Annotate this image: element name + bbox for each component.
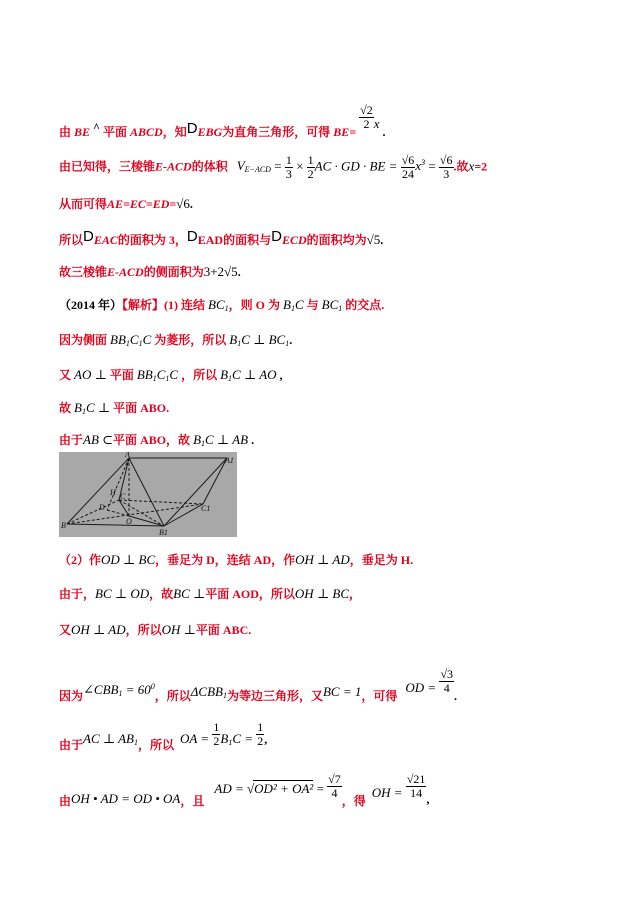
- math: $BC_1$: [321, 297, 343, 313]
- text: ，垂足为 D，连结 AD，作: [155, 553, 296, 567]
- fraction: $\frac{1}{2}$: [257, 720, 264, 748]
- math: OH • AD = OD • OA: [71, 791, 181, 806]
- fraction: $\frac{√2}{2}$: [360, 103, 373, 131]
- fraction: $\frac{√6}{24}$: [401, 153, 415, 181]
- math: OH ⊥ AD: [295, 552, 350, 567]
- line-9: [59, 399, 169, 416]
- text: ，所以: [154, 689, 191, 703]
- fig-label: C1: [201, 504, 211, 513]
- text: .: [237, 265, 241, 279]
- triangle-symbol: D: [186, 120, 198, 137]
- fig-label: O: [126, 517, 132, 526]
- prism-diagram: [59, 452, 237, 537]
- fig-label: B: [61, 521, 66, 530]
- fig-label: D: [99, 503, 105, 512]
- text: .: [251, 433, 255, 447]
- line-13: [59, 621, 251, 638]
- text: .: [380, 233, 384, 247]
- math: OH ⊥ BC: [294, 586, 350, 601]
- fraction: $\frac{1}{3}$: [285, 153, 292, 181]
- fraction: $\frac{√21}{14}$: [406, 772, 426, 800]
- fraction: $\frac{1}{2}$: [213, 720, 220, 748]
- text: 平面 AOD，所以: [205, 587, 295, 601]
- math: OH =: [371, 785, 406, 800]
- text: BE: [74, 125, 91, 139]
- fraction: $\frac{√3}{4}$: [440, 667, 454, 695]
- line-3: [59, 195, 193, 212]
- math: $BB_1C_1C$: [110, 332, 152, 348]
- text: 平面 ABO.: [113, 401, 170, 415]
- text: EBG: [197, 125, 223, 139]
- perp-symbol: ^: [93, 120, 101, 134]
- line-5: [59, 263, 241, 280]
- text: AE=EC=ED=: [107, 197, 177, 211]
- math: OA =: [180, 731, 213, 746]
- line-7: [59, 331, 292, 348]
- text: ，: [349, 587, 362, 601]
- math: BC = 1: [322, 684, 362, 699]
- fig-label: A1: [225, 456, 234, 465]
- math: ×: [292, 158, 307, 174]
- math: √5: [366, 232, 381, 247]
- fig-label: B1: [159, 528, 168, 537]
- text: （2）作: [59, 553, 102, 567]
- fraction: $\frac{√7}{4}$: [328, 772, 341, 800]
- line-16: [59, 773, 429, 809]
- math-volume: $V_{E-ACD}$: [236, 158, 271, 175]
- text: 由于: [59, 738, 84, 752]
- triangle-symbol: D: [83, 228, 94, 245]
- math: $B_1C$ ⊥: [74, 400, 111, 416]
- math: =: [425, 158, 439, 174]
- text: E-ACD: [107, 265, 144, 279]
- text: =2: [474, 159, 488, 174]
- fraction: $\frac{√6}{3}$: [439, 153, 453, 181]
- text: 由: [59, 125, 72, 139]
- text: ，可得: [361, 689, 398, 703]
- text: ，知: [162, 125, 187, 139]
- text: .故: [453, 159, 469, 174]
- line-4: [59, 228, 383, 248]
- line-10: [59, 431, 254, 448]
- text: 由已知得，三棱锥: [59, 159, 156, 174]
- section-tag: 【解析】: [122, 298, 165, 312]
- fig-label: A: [125, 452, 130, 459]
- text: 为直角三角形，可得: [222, 125, 331, 139]
- text: (1) 连结: [164, 298, 206, 312]
- math: OH ⊥ AD: [71, 622, 126, 637]
- text: EAC: [93, 233, 118, 247]
- text: 所以: [59, 233, 84, 247]
- line-14: [59, 668, 457, 704]
- math-sqrt: √OD² + OA²: [247, 781, 314, 796]
- year-label: （2014 年）: [59, 298, 123, 312]
- text: ECD: [281, 233, 307, 247]
- text: 的面积与: [223, 233, 272, 247]
- line-11: [59, 551, 413, 568]
- fig-label: C: [120, 492, 126, 501]
- math: $BB_1C_1C$: [136, 367, 179, 383]
- text: .: [289, 333, 293, 347]
- text: 的体积: [191, 159, 228, 174]
- text: ,: [264, 732, 268, 746]
- math: =: [313, 781, 328, 796]
- text: .: [189, 197, 193, 211]
- text: E-ACD: [155, 159, 192, 174]
- math: AB ⊂: [83, 432, 114, 447]
- text: .: [454, 689, 458, 703]
- math: BC ⊥ OD: [95, 586, 150, 601]
- text: 故: [59, 401, 72, 415]
- text: ，所以: [181, 368, 218, 382]
- text: 因为侧面: [59, 333, 108, 347]
- math: $\angle CBB_1 = 60^0$: [83, 682, 155, 698]
- text: 与: [306, 298, 319, 312]
- line-15: [59, 721, 267, 753]
- text: 平面 ABO，故: [113, 433, 191, 447]
- text: 从而可得: [59, 197, 108, 211]
- text: ，故: [149, 587, 174, 601]
- triangle-symbol: D: [186, 228, 198, 245]
- math: OD =: [405, 680, 440, 695]
- math: AC ⊥ $AB_1$: [83, 731, 138, 747]
- text: ，垂足为 H.: [349, 553, 414, 567]
- text: 的面积均为: [306, 233, 367, 247]
- math: =: [270, 158, 285, 174]
- text: .: [382, 125, 386, 139]
- math: $B_1C$ ⊥ AB: [193, 432, 249, 448]
- text: 的面积为 3，: [117, 233, 187, 247]
- text: ，得: [341, 794, 366, 808]
- math: OD ⊥ BC: [101, 552, 156, 567]
- text: 平面: [109, 368, 134, 382]
- fraction: $\frac{1}{2}$: [307, 153, 314, 181]
- text: BE=: [333, 125, 357, 139]
- text: 平面: [103, 125, 128, 139]
- math: x: [468, 158, 475, 174]
- text: ，且: [180, 794, 205, 808]
- text: 为等边三角形，又: [226, 689, 323, 703]
- math: $B_1C$: [283, 297, 304, 313]
- math: $B_1C$ =: [220, 731, 257, 747]
- math: $x^3$: [415, 158, 426, 174]
- math: AC · GD · BE =: [314, 158, 401, 174]
- math: $B_1C$ ⊥ $BC_1$: [229, 332, 290, 348]
- text: ，所以: [138, 738, 175, 752]
- line-1: [59, 104, 386, 140]
- text: ,: [279, 368, 283, 382]
- text: 的侧面积为: [143, 265, 204, 279]
- line-12: [59, 585, 361, 602]
- line-6: [59, 296, 384, 313]
- text: ，所以: [125, 623, 162, 637]
- math: $\Delta CBB_1$: [190, 684, 227, 700]
- math: $B_1C$ ⊥ AO: [220, 367, 277, 383]
- line-8: [59, 366, 283, 383]
- text: 又: [59, 368, 72, 382]
- line-2: [59, 154, 487, 181]
- math: x: [373, 116, 380, 131]
- fig-label: H: [110, 488, 116, 497]
- math: AO ⊥: [74, 367, 107, 382]
- text: 平面 ABC.: [195, 623, 252, 637]
- text: 为菱形，所以: [154, 333, 227, 347]
- prism-figure: [59, 452, 237, 537]
- text: 因为: [59, 689, 84, 703]
- math: √6: [176, 196, 190, 211]
- math: AD =: [214, 781, 247, 796]
- text: ，则 O 为: [228, 298, 280, 312]
- math: $BC_1$: [208, 297, 229, 313]
- triangle-symbol: D: [271, 228, 282, 245]
- text: ,: [426, 792, 430, 806]
- text: 由于，: [59, 587, 96, 601]
- math: OH ⊥: [161, 622, 196, 637]
- text: 故三棱锥: [59, 265, 108, 279]
- math: 3+2√5: [203, 264, 238, 279]
- text: EAD: [197, 233, 224, 247]
- text: 又: [59, 623, 72, 637]
- math: BC ⊥: [173, 586, 206, 601]
- text: 的交点.: [345, 298, 385, 312]
- text: 由: [59, 794, 72, 808]
- text: 由于: [59, 433, 84, 447]
- text: ABCD: [130, 125, 163, 139]
